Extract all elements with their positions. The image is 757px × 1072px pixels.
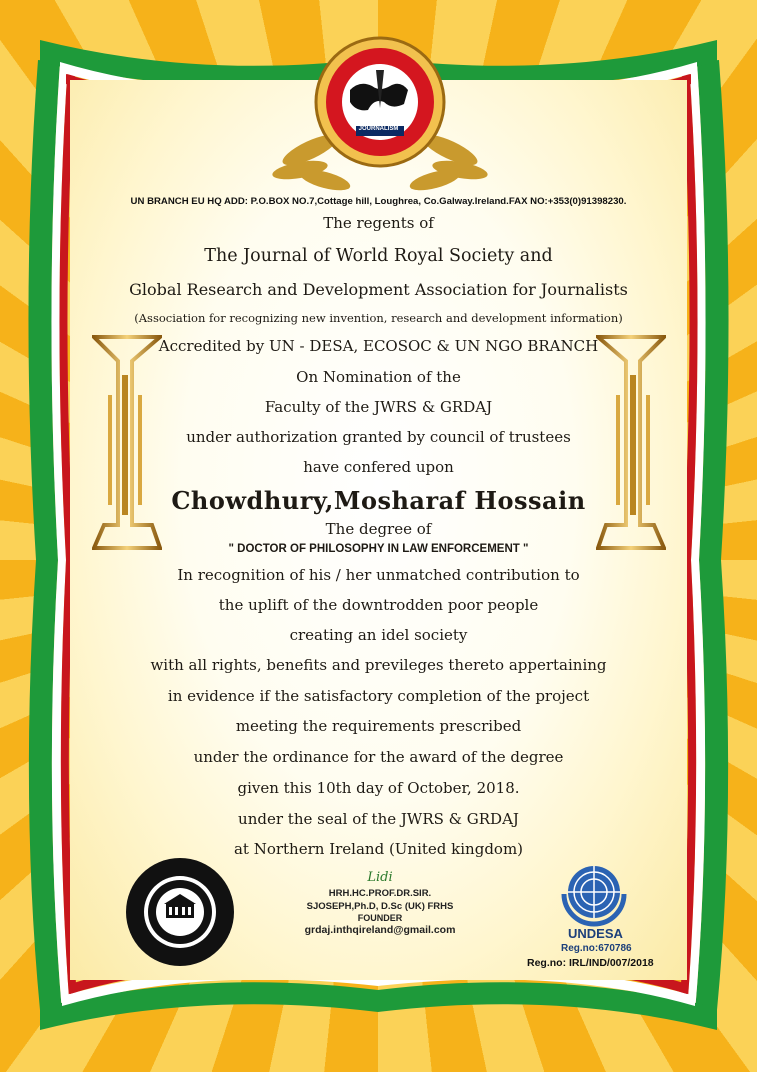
org-note: (Association for recognizing new invention, research and development information)	[134, 311, 623, 325]
degree-title: " DOCTOR OF PHILOSOPHY IN LAW ENFORCEMENT "	[228, 543, 529, 555]
degree-intro: The degree of	[325, 520, 432, 538]
body-line: in evidence if the satisfactory completion of the project	[167, 687, 590, 705]
founder-signature: Lidi	[367, 870, 393, 885]
body-line: In recognition of his / her unmatched contribution to	[177, 566, 580, 584]
undesa-label: UNDESA	[568, 926, 623, 941]
un-emblem	[554, 860, 634, 928]
accreditation-line: Accredited by UN - DESA, ECOSOC & UN NGO BRANCH	[158, 337, 599, 355]
body-line: meeting the requirements prescribed	[235, 717, 522, 735]
founder-role: FOUNDER	[357, 913, 403, 923]
org-line-2: Global Research and Development Association for Journalists	[129, 280, 628, 299]
conferred-line: have confered upon	[303, 458, 454, 476]
body-line: creating an idel society	[289, 626, 468, 644]
body-line: the uplift of the downtrodden poor people	[218, 596, 539, 614]
authorization-line: under authorization granted by council of trustees	[186, 428, 571, 446]
body-line: with all rights, benefits and previleges thereto appertaining	[150, 656, 607, 674]
journalism-logo	[270, 30, 490, 200]
hq-address: UN BRANCH EU HQ ADD: P.O.BOX NO.7,Cottage hill, Loughrea, Co.Galway.Ireland.FAX NO:+353(0)91398230.	[130, 196, 627, 207]
undesa-reg-1: Reg.no:670786	[561, 943, 632, 954]
founder-title: HRH.HC.PROF.DR.SIR.	[328, 888, 432, 899]
org-line-1: The Journal of World Royal Society and	[204, 246, 553, 266]
association-seal	[124, 856, 236, 968]
faculty-line: Faculty of the JWRS & GRDAJ	[264, 398, 493, 416]
founder-email: grdaj.inthqireland@gmail.com	[304, 924, 456, 936]
body-line: at Northern Ireland (United kingdom)	[233, 840, 524, 858]
recipient-name: Chowdhury,Mosharaf Hossain	[171, 486, 586, 515]
body-line: under the seal of the JWRS & GRDAJ	[238, 810, 519, 828]
founder-name: SJOSEPH,Ph.D, D.Sc (UK) FRHS	[306, 901, 454, 912]
undesa-reg-2: Reg.no: IRL/IND/007/2018	[527, 957, 654, 969]
nomination-line: On Nomination of the	[296, 368, 461, 386]
body-line: given this 10th day of October, 2018.	[237, 779, 520, 797]
body-line: under the ordinance for the award of the degree	[193, 748, 564, 766]
journalism-logo-center-text: JOURNALISM	[358, 126, 399, 132]
intro-line: The regents of	[323, 214, 434, 232]
